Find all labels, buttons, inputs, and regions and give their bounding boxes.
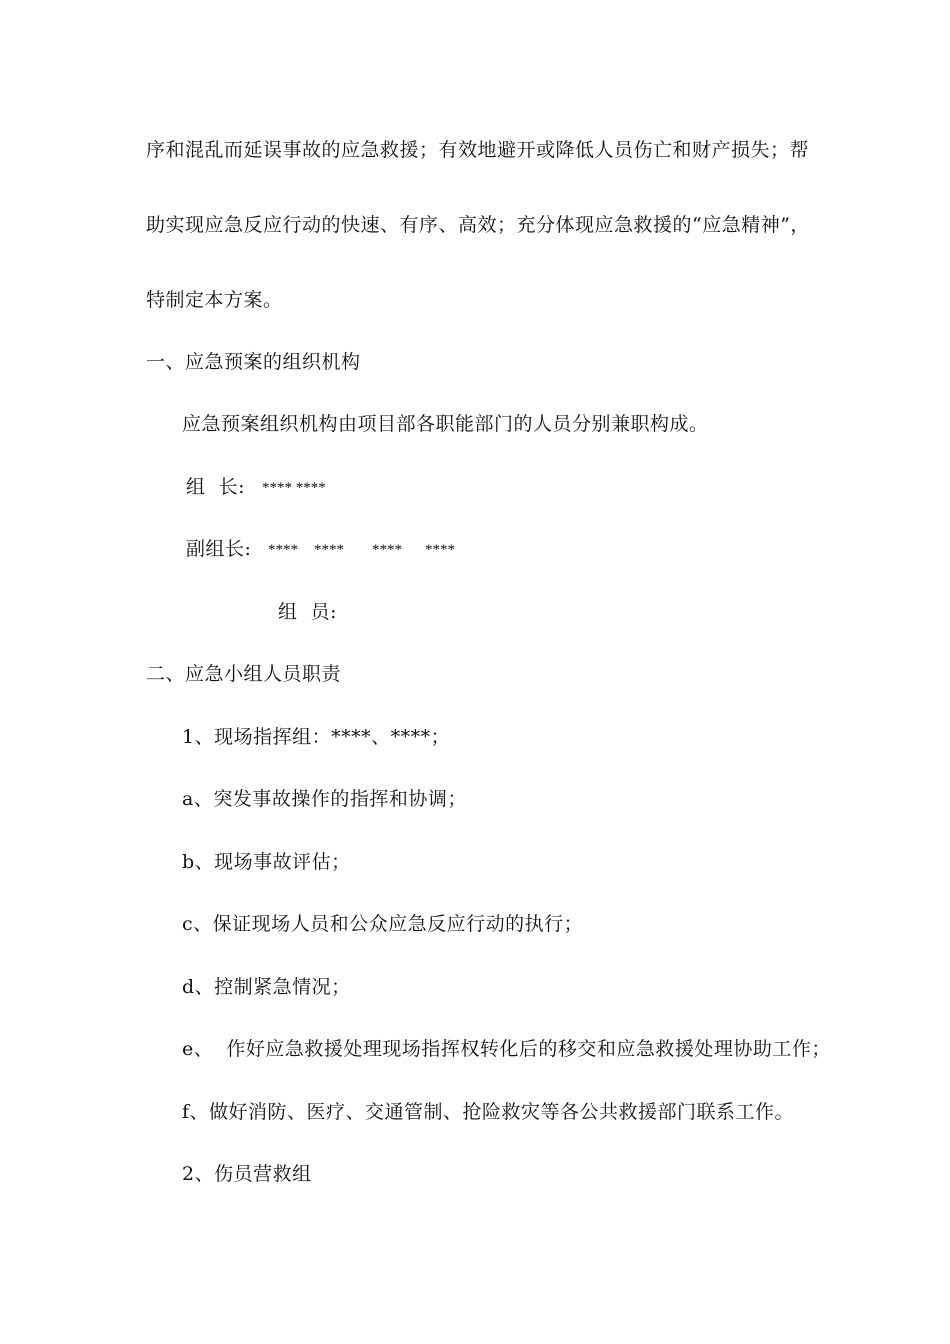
duty-item-b: b、现场事故评估； — [182, 851, 351, 873]
intro-line-1: 序和混乱而延误事故的应急救援；有效地避开或降低人员伤亡和财产损失；帮 — [146, 139, 810, 161]
duty-item-f: f、做好消防、医疗、交通管制、抢险救灾等各公共救援部门联系工作。 — [182, 1101, 795, 1123]
deputy-value-2: **** — [314, 542, 344, 558]
duty-item-c: c、保证现场人员和公众应急反应行动的执行； — [182, 913, 584, 935]
deputy-value-3: **** — [372, 542, 402, 558]
intro-line-2: 助实现应急反应行动的快速、有序、高效；充分体现应急救援的“应急精神”， — [146, 214, 810, 236]
group-2-title: 2、伤员营救组 — [182, 1163, 312, 1185]
leader-value: **** **** — [262, 480, 326, 496]
section-1-description: 应急预案组织机构由项目部各职能部门的人员分别兼职构成。 — [182, 413, 709, 435]
group-1-title: 1、现场指挥组：****、****； — [182, 726, 451, 748]
section-1-heading: 一、应急预案的组织机构 — [146, 351, 361, 373]
duty-item-e: e、 作好应急救援处理现场指挥权转化后的移交和应急救援处理协助工作； — [182, 1038, 831, 1060]
leader-label: 组 长: — [186, 476, 245, 498]
deputy-value-1: **** — [268, 542, 298, 558]
duty-item-a: a、突发事故操作的指挥和协调； — [182, 788, 467, 810]
duty-item-d: d、控制紧急情况； — [182, 976, 351, 998]
deputy-label: 副组长: — [186, 538, 252, 560]
section-2-heading: 二、应急小组人员职责 — [146, 663, 342, 685]
intro-line-3: 特制定本方案。 — [146, 289, 283, 311]
member-label: 组 员: — [278, 601, 337, 623]
deputy-value-4: **** — [425, 542, 455, 558]
